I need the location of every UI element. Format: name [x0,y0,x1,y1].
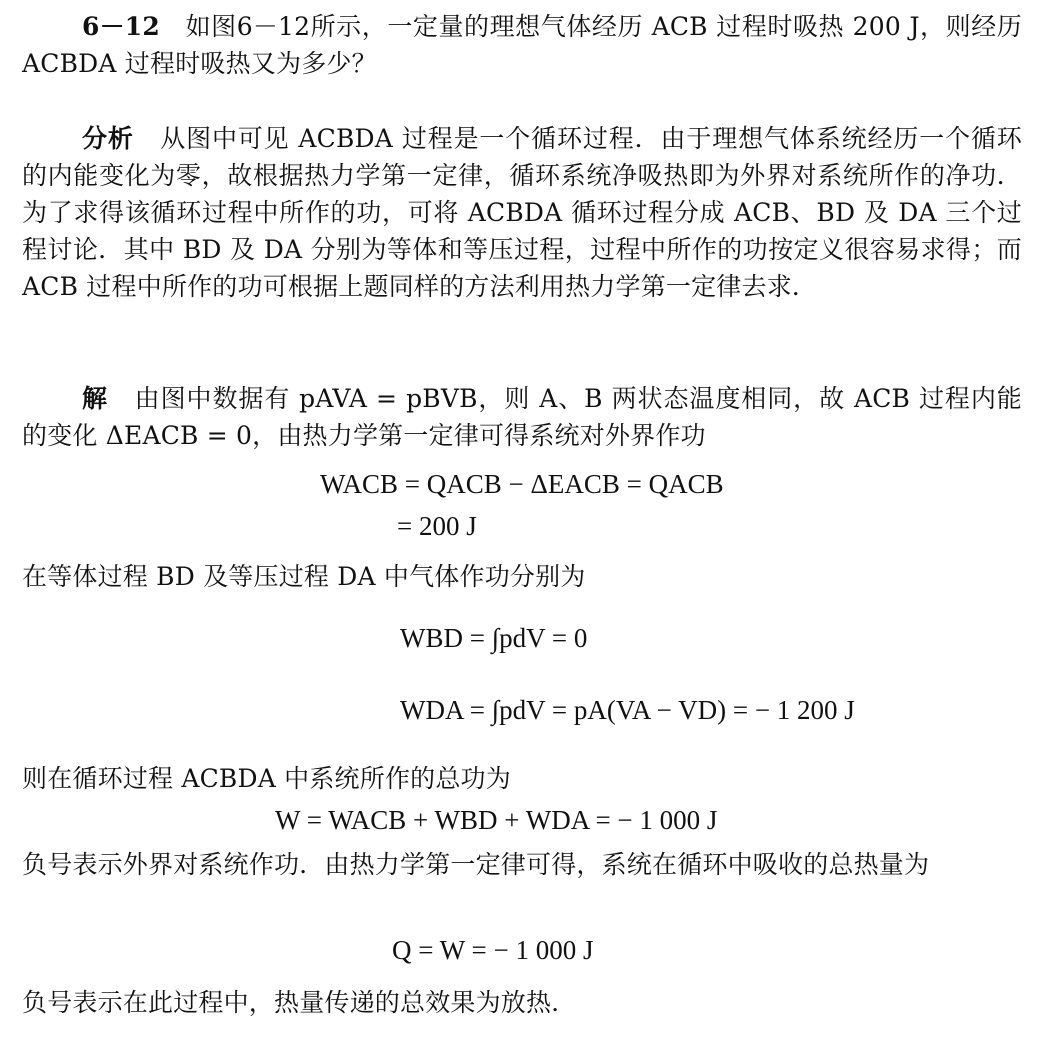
problem-number: 6－12 [82,12,160,41]
analysis-text: 从图中可见 ACBDA 过程是一个循环过程．由于理想气体系统经历一个循环的内能变化为零，故根据热力学第一定律，循环系统净吸热即为外界对系统所作的净功．为了求得该循环过程中所作的功，可将 ACBDA 循环过程分成 ACB、BD 及 DA 三个过程讨论．其中 BD 及 DA 分别为等体和等压过程，过程中所作的功按定义很容易求得；而 ACB 过程中所作的功可根据上题同样的方法利用热力学第一定律去求． [22,124,1023,301]
analysis-label: 分析 [82,124,134,153]
equation-wacb: WACB = QACB − ΔEACB = QACB [320,469,724,499]
equation-wbd: WBD = ∫pdV = 0 [400,623,588,653]
problem-text: 如图6－12所示，一定量的理想气体经历 ACB 过程时吸热 200 J，则经历 ACBDA 过程时吸热又为多少？ [22,12,1022,78]
solution-text-2: 在等体过程 BD 及等压过程 DA 中气体作功分别为 [22,562,586,591]
analysis-paragraph [22,120,1022,305]
solution-text-1: 由图中数据有 pAVA = pBVB，则 A、B 两状态温度相同，故 ACB 过程内能的变化 ΔEACB = 0，由热力学第一定律可得系统对外界作功 [22,384,1023,450]
equation-total-work: W = WACB + WBD + WDA = − 1 000 J [275,805,718,835]
equation-wda: WDA = ∫pdV = pA(VA − VD) = − 1 200 J [400,695,855,725]
solution-text-4: 负号表示外界对系统作功．由热力学第一定律可得，系统在循环中吸收的总热量为 [22,850,930,879]
problem-paragraph [22,8,1022,82]
solution-paragraph [22,380,1022,454]
equation-total-heat: Q = W = − 1 000 J [392,935,594,965]
equation-wacb-result: = 200 J [397,511,477,541]
solution-text-5: 负号表示在此过程中，热量传递的总效果为放热． [22,988,577,1017]
solution-text-3: 则在循环过程 ACBDA 中系统所作的总功为 [22,764,511,793]
solution-label: 解 [82,384,108,413]
